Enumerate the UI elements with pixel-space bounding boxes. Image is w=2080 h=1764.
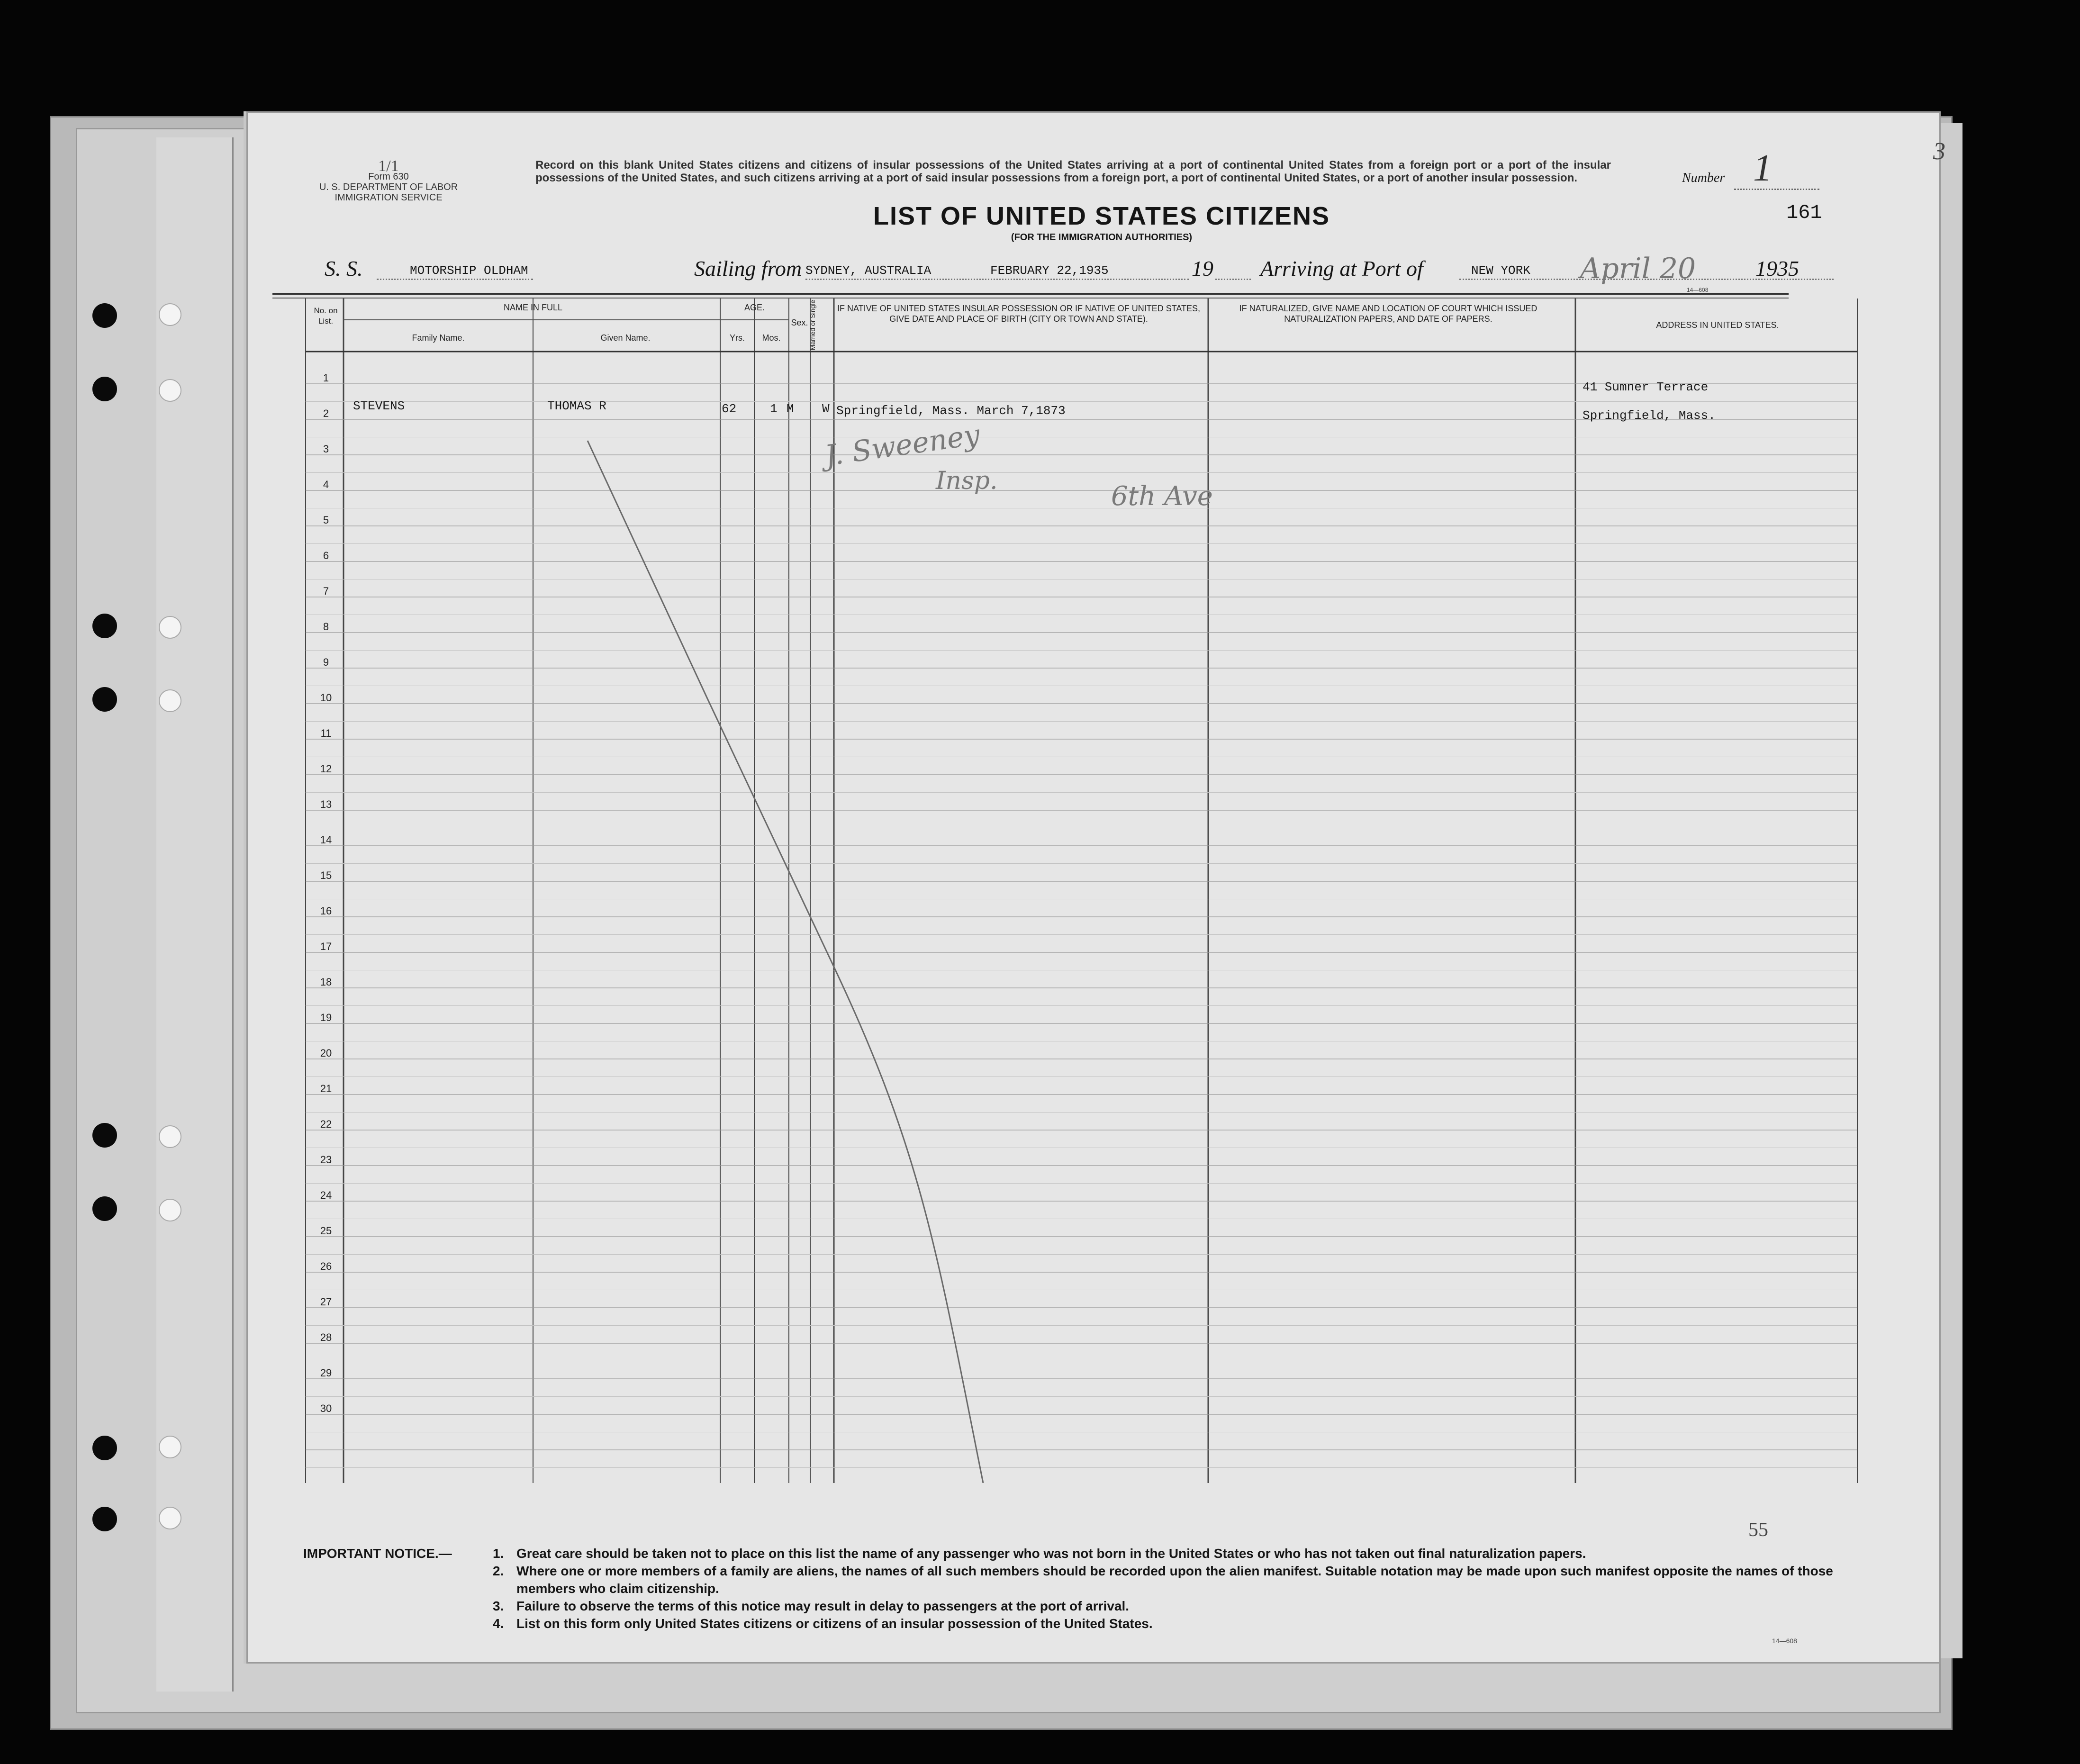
entry-address-line2: Springfield, Mass.	[1583, 408, 1716, 423]
ship-name: MOTORSHIP OLDHAM	[410, 263, 528, 278]
punch-hole	[159, 1436, 181, 1458]
row-number: 11	[320, 727, 332, 739]
service: IMMIGRATION SERVICE	[335, 192, 443, 203]
row-number: 30	[320, 1402, 332, 1414]
page-title: LIST OF UNITED STATES CITIZENS	[873, 202, 1330, 230]
entry-age-mos: 1	[770, 402, 778, 416]
row-number: 18	[320, 976, 332, 988]
ss-label: S. S.	[325, 256, 363, 280]
punch-hole	[159, 1125, 181, 1148]
row-number: 19	[320, 1012, 332, 1023]
row-number: 15	[320, 869, 332, 881]
row-number: 2	[323, 407, 329, 419]
entry-sex: M	[787, 402, 794, 416]
row-number: 24	[320, 1189, 332, 1201]
col-header-age: AGE.	[744, 303, 765, 312]
punch-hole	[159, 689, 181, 712]
record-instructions: Record on this blank United States citizens and citizens of insular possessions of the United States arriving at a port of continental United States from a foreign port or a port of the insular possessions of the United States, and such citizens arriving at a port of said insular possessions from a foreign port, a port of continental United States, or a port of another insular possession.	[535, 159, 1611, 184]
inspector-note: Insp.	[936, 467, 998, 495]
punch-hole	[92, 614, 117, 638]
row-number: 29	[320, 1367, 332, 1379]
voyage-line	[325, 252, 1836, 289]
number-value: 1	[1753, 147, 1772, 189]
row-number: 27	[320, 1296, 332, 1308]
punch-hole	[92, 377, 117, 401]
form-id-block	[294, 157, 483, 203]
binder-strip	[156, 137, 234, 1692]
row-number: 12	[320, 763, 332, 775]
row-number: 6	[323, 550, 329, 561]
col-header-given: Given Name.	[600, 333, 651, 343]
notice-items	[493, 1545, 1881, 1632]
sailing-date: FEBRUARY 22,1935	[990, 263, 1109, 278]
inspector-signature: J. Sweeney	[823, 418, 982, 473]
notice-item: 2. Where one or more members of a family are aliens, the names of all such members should be recorded upon the alien manifest. Suitable notation may be made upon such manifest opposite the names of those members who claim citizenship.	[493, 1564, 1833, 1596]
stamp-code: 14—608	[1772, 1637, 1797, 1645]
row-number: 5	[323, 514, 329, 526]
row-number: 14	[320, 834, 332, 846]
notice-item: 1. Great care should be taken not to place on this list the name of any passenger who was not born in the United States or who has not taken out final naturalization papers.	[493, 1546, 1586, 1561]
row-number: 10	[320, 692, 332, 704]
number-line	[1734, 189, 1819, 190]
entry-birthplace: Springfield, Mass. March 7,1873	[836, 404, 1066, 418]
sailing-from: SYDNEY, AUSTRALIA	[805, 263, 931, 278]
page-amount: 55	[1748, 1519, 1768, 1541]
printer-code: 14—608	[1687, 287, 1709, 293]
entry-age-yrs: 62	[722, 402, 737, 416]
col-header-naturalized: IF NATURALIZED, GIVE NAME AND LOCATION OF COURT WHICH ISSUED NATURALIZATION PAPERS, AND DATE OF PAPERS.	[1239, 304, 1537, 324]
row-number: 25	[320, 1225, 332, 1237]
row-number: 3	[323, 443, 329, 455]
row-number: 7	[323, 585, 329, 597]
department: U. S. DEPARTMENT OF LABOR	[319, 182, 458, 192]
year-prefix: 19	[1192, 256, 1213, 280]
row-number: 28	[320, 1331, 332, 1343]
punch-hole	[159, 616, 181, 639]
entry-marital: W	[822, 402, 830, 416]
punch-hole	[92, 1123, 117, 1148]
punch-hole	[92, 1436, 117, 1460]
col-header-address: ADDRESS IN UNITED STATES.	[1656, 320, 1779, 330]
punch-hole	[92, 1196, 117, 1221]
row-number: 9	[323, 656, 329, 668]
col-header-name: NAME IN FULL	[503, 303, 563, 312]
punch-hole	[159, 379, 181, 402]
sailing-label: Sailing from	[694, 256, 802, 280]
number-label: Number	[1682, 171, 1725, 185]
row-number: 4	[323, 479, 329, 490]
row-number: 26	[320, 1260, 332, 1272]
entry-family-name: STEVENS	[353, 399, 405, 413]
entry-address-line1: 41 Sumner Terrace	[1583, 380, 1709, 394]
row-number: 21	[320, 1083, 332, 1095]
punch-hole	[92, 1507, 117, 1531]
row-number: 17	[320, 941, 332, 952]
entry-given-name: THOMAS R	[547, 399, 606, 413]
grid-lines	[272, 299, 1864, 1483]
arrival-year: 1935	[1755, 256, 1799, 280]
punch-hole	[92, 303, 117, 328]
col-header-yrs: Yrs.	[729, 333, 745, 343]
col-header-family: Family Name.	[412, 333, 465, 343]
row-number: 16	[320, 905, 332, 917]
arrival-port: NEW YORK	[1471, 263, 1530, 278]
punch-hole	[159, 303, 181, 326]
col-header-sex: Sex.	[791, 318, 808, 327]
dotted-line	[1215, 279, 1251, 280]
dotted-line	[805, 279, 1189, 280]
arriving-label: Arriving at Port of	[1260, 256, 1423, 280]
punch-hole	[159, 1199, 181, 1221]
col-header-birthplace: IF NATIVE OF UNITED STATES INSULAR POSSESSION OR IF NATIVE OF UNITED STATES, GIVE DATE AND PLACE OF BIRTH (CITY OR TOWN AND STATE).	[837, 304, 1201, 324]
row-number: 8	[323, 621, 329, 633]
notice-item: 3. Failure to observe the terms of this notice may result in delay to passengers at the port of arrival.	[493, 1599, 1130, 1613]
arrival-date: April 20	[1580, 252, 1696, 285]
row-number: 13	[320, 798, 332, 810]
page-subtitle: (FOR THE IMMIGRATION AUTHORITIES)	[1011, 232, 1193, 243]
col-header-mos: Mos.	[762, 333, 781, 343]
row-number: 20	[320, 1047, 332, 1059]
punch-hole	[92, 687, 117, 712]
col-header-no: No. on List.	[314, 306, 338, 326]
notice-lead: IMPORTANT NOTICE.—	[303, 1546, 452, 1561]
manifest-table	[272, 299, 1864, 1483]
row-number: 22	[320, 1118, 332, 1130]
col-header-marital: Married or Single	[809, 299, 816, 351]
corner-number: 3	[1933, 138, 1945, 165]
row-number: 23	[320, 1154, 332, 1166]
inspector-note-2: 6th Ave	[1111, 481, 1213, 512]
punch-hole	[159, 1507, 181, 1529]
ledger-rule	[272, 293, 1789, 295]
page-number: 161	[1786, 201, 1822, 224]
handwritten-mark: 1/1	[378, 157, 399, 175]
dotted-line	[377, 279, 533, 280]
row-number: 1	[323, 372, 329, 384]
notice-item: 4. List on this form only United States citizens or citizens of an insular possession of the United States.	[493, 1616, 1153, 1631]
form-number: Form 630	[368, 172, 409, 182]
